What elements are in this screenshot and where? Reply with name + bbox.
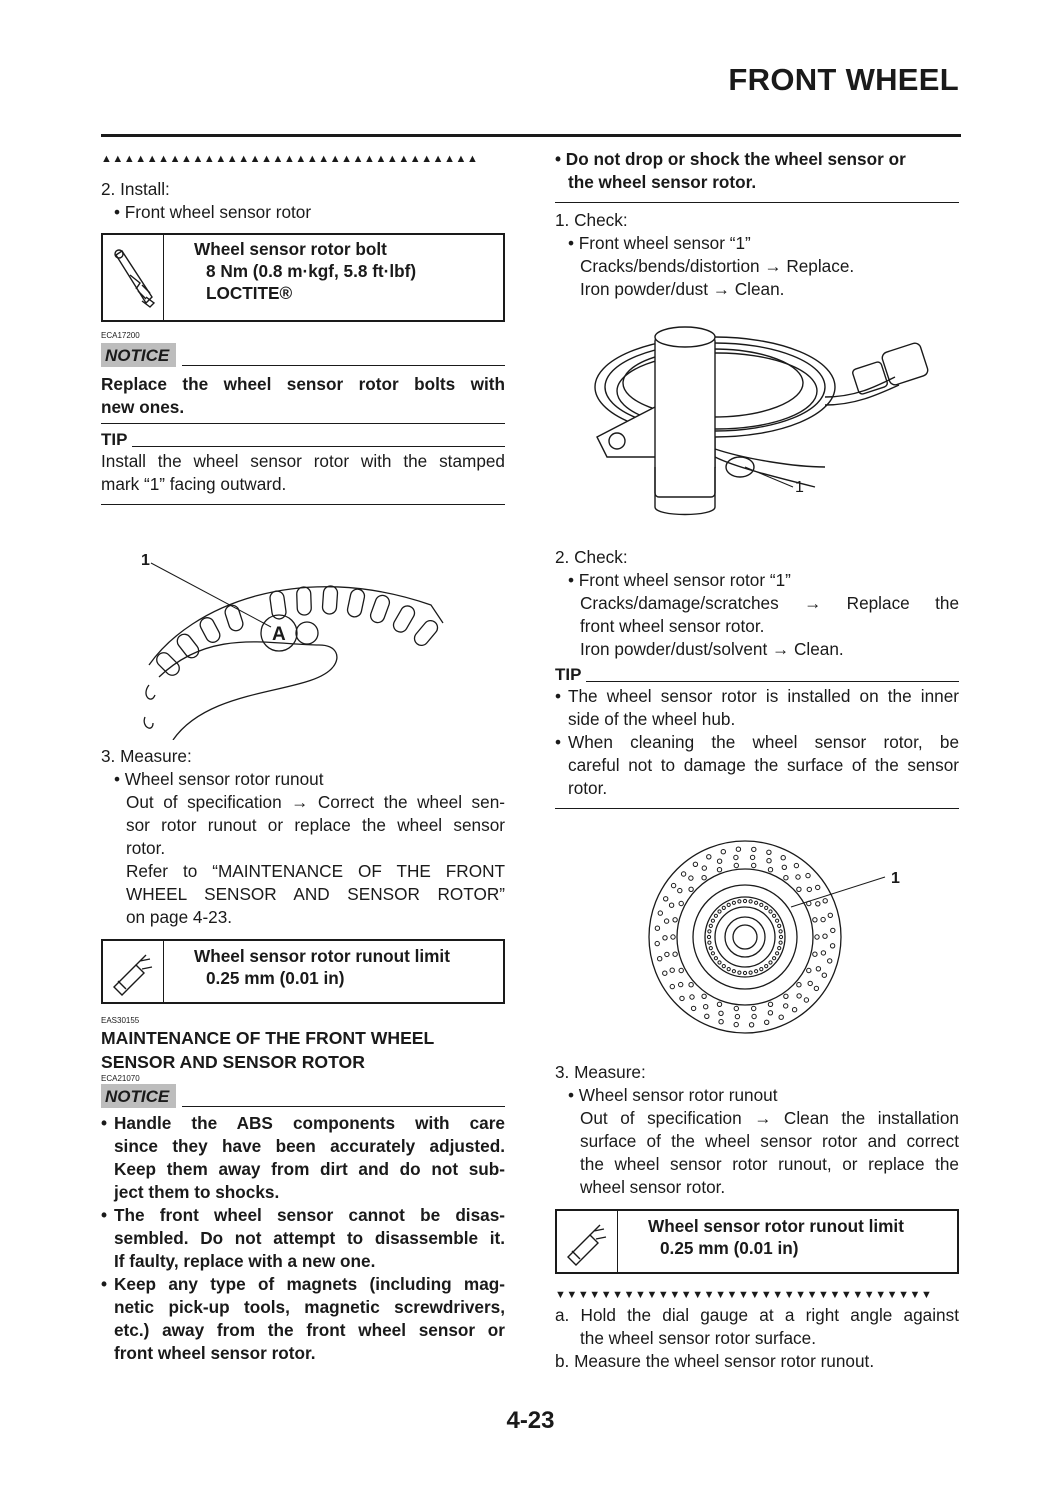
disc-hole (821, 951, 825, 955)
rotor-slot (749, 971, 752, 974)
step-3-item: • Wheel sensor rotor runout (114, 769, 324, 789)
rotor-slot (773, 957, 776, 960)
disc-hole (752, 1014, 756, 1018)
disc-hole (823, 934, 827, 938)
step-3-line: wheel sensor rotor. (580, 1177, 726, 1197)
page-number: 4-23 (506, 1407, 555, 1434)
bullet-line: Handle the ABS components with care (114, 1113, 505, 1133)
disc-hole (814, 986, 818, 990)
notice-header-2 (101, 1084, 505, 1108)
code-eca21070: ECA21070 (101, 1074, 140, 1083)
tip-bullet: • The wheel sensor rotor is installed on the inner side of the wheel hub. (555, 686, 959, 729)
disc-hole (671, 883, 675, 887)
disc-hole (807, 887, 811, 891)
disc-hole (690, 995, 694, 999)
tip-bullet-line: side of the wheel hub. (568, 709, 736, 729)
right-step-2-title: 2. Check: (555, 547, 628, 567)
disc-hole (768, 1011, 772, 1015)
runout-spec-name: Wheel sensor rotor runout limit (194, 946, 450, 966)
notice-2-bullet: • Keep any type of magnets (including mag- netic pick-up tools, magnetic screwdrivers, etc.) away from the front wheel sensor or front wheel sensor rotor. (101, 1274, 505, 1363)
disc-hole (804, 998, 808, 1002)
disc-hole (671, 935, 675, 939)
disc-hole (816, 902, 820, 906)
right-tip-list (555, 685, 959, 800)
brake-disc-illustration (555, 837, 959, 1037)
disc-hole (816, 967, 820, 971)
step-3-line: rotor. (126, 838, 166, 858)
rotor-stamp-figure (101, 545, 505, 740)
bullet-line: front wheel sensor rotor. (114, 1343, 316, 1363)
disc-hole (734, 1006, 738, 1010)
disc-hole (784, 994, 788, 998)
disc-hole (705, 1014, 709, 1018)
rotor-slot (722, 965, 725, 968)
sub-step-a: a. Hold the dial gauge at a right angle against (555, 1305, 959, 1325)
right-step-1-body (555, 255, 959, 301)
rotor-slot (718, 910, 721, 913)
code-eas30155: EAS30155 (101, 1016, 140, 1025)
step-3-body (101, 791, 505, 929)
disc-hole (807, 901, 811, 905)
tip-bullet: • When cleaning the wheel sensor rotor, be careful not to damage the surface of the sensor rotor. (555, 732, 959, 798)
rotor-slot (714, 957, 717, 960)
step-2-item: • Front wheel sensor rotor (114, 202, 312, 222)
rotor-slot (711, 952, 714, 955)
disc-hole (816, 885, 820, 889)
step-3-line: on page 4-23. (126, 907, 233, 927)
tip-bullet-line: careful not to damage the surface of the sensor (568, 755, 959, 775)
rotor-slot (743, 899, 746, 902)
disc-hole (664, 897, 668, 901)
bullet-line: sembled. Do not attempt to disassemble it. (114, 1228, 505, 1248)
disc-hole (735, 1014, 739, 1018)
bullet-line: Keep them away from dirt and do not sub- (114, 1159, 505, 1179)
disc-hole (813, 918, 817, 922)
disc-hole (768, 868, 772, 872)
tip-bullet-line: The wheel sensor rotor is installed on the inner (568, 686, 959, 706)
sub-step-a-cont: the wheel sensor rotor surface. (580, 1328, 816, 1348)
rotor-slot (779, 935, 782, 938)
disc-hole (655, 941, 659, 945)
rotor-slot (738, 971, 741, 974)
rotor-slot (732, 970, 735, 973)
disc-hole (734, 1022, 738, 1026)
disc-hole (784, 876, 788, 880)
tip-bullet-line: rotor. (568, 778, 608, 798)
bullet-line: etc.) away from the front wheel sensor or (114, 1320, 505, 1340)
step-3-line: Out of specification → Correct the wheel sen- (126, 792, 505, 812)
rotor-slot (718, 961, 721, 964)
caliper-icon (103, 941, 164, 1002)
left-column (101, 148, 505, 1365)
runout-spec-name: Wheel sensor rotor runout limit (648, 1216, 904, 1236)
tip-text (101, 450, 505, 496)
rotor-slot (727, 903, 730, 906)
divider (101, 504, 505, 505)
notice-2-bullet: • The front wheel sensor cannot be disas- sembled. Do not attempt to disassemble it. If faulty, replace with a new one. (101, 1205, 505, 1271)
tip-rule (586, 681, 959, 682)
disc-hole (815, 935, 819, 939)
right-column (555, 148, 959, 1373)
notice-1-line: Replace the wheel sensor rotor bolts with (101, 374, 505, 394)
rotor-slot (707, 935, 710, 938)
disc-hole (707, 855, 711, 859)
rotor-slot (760, 903, 763, 906)
sensor-figure-label-1: 1 (795, 479, 804, 496)
disc-figure-label-1: 1 (891, 870, 900, 887)
step-2-line: Iron powder/dust/solvent → Clean. (580, 639, 844, 659)
runout-spec-box (101, 939, 505, 1004)
disc-hole (665, 952, 669, 956)
right-step-1-item: • Front wheel sensor “1” (568, 233, 751, 253)
code-eca17200: ECA17200 (101, 331, 140, 340)
disc-hole (806, 873, 810, 877)
disc-hole (749, 1023, 753, 1027)
rotor-slot (738, 900, 741, 903)
disc-hole (681, 872, 685, 876)
rotor-slot (732, 901, 735, 904)
runout-spec-text (164, 941, 450, 1002)
step-3-line: sor rotor runout or replace the wheel sensor (126, 815, 505, 835)
disc-hole (689, 887, 693, 891)
right-runout-spec-box (555, 1209, 959, 1274)
step-2-line: front wheel sensor rotor. (580, 616, 765, 636)
disc-hole (828, 959, 832, 963)
runout-spec-value: 0.25 mm (0.01 in) (660, 1238, 799, 1258)
notice-rule (182, 365, 505, 366)
notice-2-bullet: • Handle the ABS components with care since they have been accurately adjusted. Keep them away from dirt and do not sub- ject them to shocks. (101, 1113, 505, 1202)
notice-1-text (101, 373, 505, 419)
disc-hole (691, 1006, 695, 1010)
notice-header-1 (101, 341, 505, 367)
bullet-line: The front wheel sensor cannot be disas- (114, 1205, 505, 1225)
step-3-line: WHEEL SENSOR AND SENSOR ROTOR” (126, 884, 505, 904)
right-step-3-item: • Wheel sensor rotor runout (568, 1085, 778, 1105)
disc-hole (752, 1006, 756, 1010)
rotor-slot (727, 968, 730, 971)
disc-hole (702, 994, 706, 998)
step-3-line: surface of the wheel sensor rotor and correct (580, 1131, 959, 1151)
torque-spec-text (164, 235, 416, 320)
disc-hole (689, 876, 693, 880)
disc-hole (767, 859, 771, 863)
tip-line: mark “1” facing outward. (101, 474, 287, 494)
notice-label: NOTICE (101, 1084, 176, 1108)
disc-hole (664, 919, 668, 923)
rotor-slot (708, 941, 711, 944)
right-step-3-title: 3. Measure: (555, 1062, 646, 1082)
section-heading-line: MAINTENANCE OF THE FRONT WHEEL (101, 1028, 435, 1048)
disc-hole (807, 968, 811, 972)
disc-hole (797, 887, 801, 891)
runout-spec-value: 0.25 mm (0.01 in) (206, 968, 345, 988)
tip-bullet-line: When cleaning the wheel sensor rotor, be (568, 732, 959, 752)
rotor-slot (778, 947, 781, 950)
right-tip-header (555, 663, 959, 685)
rotor-slot (776, 952, 779, 955)
right-step-2-body (555, 592, 959, 661)
rotor-slot (776, 919, 779, 922)
rotor-slot (773, 914, 776, 917)
disc-hole (821, 917, 825, 921)
sub-steps (555, 1304, 959, 1373)
right-step-1-title: 1. Check: (555, 210, 628, 230)
divider (555, 808, 959, 809)
bullet-line: ject them to shocks. (114, 1182, 280, 1202)
section-heading-line: SENSOR AND SENSOR ROTOR (101, 1052, 365, 1072)
rotor-slot (743, 971, 746, 974)
tip-line: Install the wheel sensor rotor with the stamped (101, 451, 505, 471)
disc-hole (673, 918, 677, 922)
right-step-2-item: • Front wheel sensor rotor “1” (568, 570, 791, 590)
disc-hole (752, 863, 756, 867)
rotor-slot (779, 930, 782, 933)
rotor-slot (709, 947, 712, 950)
rotor-figure-label-a: A (272, 624, 286, 645)
torque-spec-loctite: LOCTITE® (206, 283, 293, 303)
section-heading (101, 1026, 505, 1074)
rotor-slot (760, 968, 763, 971)
disc-hole (796, 875, 800, 879)
torque-spec-name: Wheel sensor rotor bolt (194, 239, 387, 259)
disc-hole (750, 855, 754, 859)
disc-hole (680, 996, 684, 1000)
rotor-slot (769, 910, 772, 913)
step-2-line: Cracks/damage/scratches → Replace the (580, 593, 959, 613)
disc-hole (813, 952, 817, 956)
disc-hole (784, 1004, 788, 1008)
header-rule (101, 134, 961, 137)
rotor-slot (722, 906, 725, 909)
disc-hole (768, 1002, 772, 1006)
bullet-line: If faulty, replace with a new one. (114, 1251, 376, 1271)
divider (101, 423, 505, 424)
notice-continuation (555, 148, 959, 194)
disc-hole (797, 983, 801, 987)
disc-hole (830, 944, 834, 948)
disc-hole (734, 863, 738, 867)
disc-hole (782, 865, 786, 869)
bullet-line: since they have been accurately adjusted. (114, 1136, 505, 1156)
rotor-slot (765, 906, 768, 909)
bullet-line: Keep any type of magnets (including mag- (114, 1274, 505, 1294)
disc-hole (670, 968, 674, 972)
notice-cont-line: • Do not drop or shock the wheel sensor or (555, 149, 906, 169)
brake-disc-figure (555, 837, 959, 1037)
notice-1-line: new ones. (101, 397, 185, 417)
disc-hole (792, 1008, 796, 1012)
disc-hole (719, 1011, 723, 1015)
disc-hole (831, 928, 835, 932)
step-3-title: 3. Measure: (101, 746, 192, 766)
rotor-figure-label-1: 1 (141, 552, 150, 569)
step-2-title: 2. Install: (101, 179, 170, 199)
disc-hole (779, 1015, 783, 1019)
disc-hole (702, 876, 706, 880)
disc-hole (752, 847, 756, 851)
disc-hole (658, 957, 662, 961)
step-3-line: Out of specification → Clean the installation (580, 1108, 959, 1128)
disc-hole (797, 994, 801, 998)
torque-wrench-icon (103, 235, 164, 320)
disc-hole (822, 973, 826, 977)
disc-hole (717, 868, 721, 872)
disc-hole (704, 1005, 708, 1009)
disc-hole (808, 981, 812, 985)
notice-label: NOTICE (101, 343, 176, 367)
disc-hole (678, 888, 682, 892)
disc-hole (702, 866, 706, 870)
rotor-slot (749, 900, 752, 903)
rotor-slot (765, 965, 768, 968)
disc-hole (736, 847, 740, 851)
disc-hole (719, 1020, 723, 1024)
disc-hole (679, 968, 683, 972)
disc-hole (679, 982, 683, 986)
disc-hole (823, 899, 827, 903)
step-3-line: the wheel sensor rotor runout, or replace the (580, 1154, 959, 1174)
disc-hole (693, 862, 697, 866)
disc-hole (689, 983, 693, 987)
divider (555, 202, 959, 203)
tip-rule (132, 446, 505, 447)
rotor-slot (709, 924, 712, 927)
disc-hole (794, 863, 798, 867)
wheel-sensor-illustration (555, 317, 959, 537)
step-1-line: Cracks/bends/distortion → Replace. (580, 256, 855, 276)
torque-spec-box (101, 233, 505, 322)
bullet-line: netic pick-up tools, magnetic screwdrivers, (114, 1297, 505, 1317)
notice-2-list (101, 1112, 505, 1365)
disc-hole (655, 926, 659, 930)
disc-hole (669, 903, 673, 907)
caliper-icon (557, 1211, 618, 1272)
start-marker: ▲▲▲▲▲▲▲▲▲▲▲▲▲▲▲▲▲▲▲▲▲▲▲▲▲▲▲▲▲▲▲▲▲ (101, 153, 479, 165)
sub-step-b: b. Measure the wheel sensor rotor runout. (555, 1351, 875, 1371)
disc-hole (673, 952, 677, 956)
right-step-3-body (555, 1107, 959, 1199)
torque-spec-value: 8 Nm (0.8 m·kgf, 5.8 ft·lbf) (206, 261, 417, 281)
step-3-line: Refer to “MAINTENANCE OF THE FRONT (126, 861, 505, 881)
rotor-detail-illustration (101, 545, 505, 740)
tip-label: TIP (101, 430, 128, 449)
tip-header (101, 428, 505, 450)
disc-hole (670, 984, 674, 988)
disc-hole (663, 936, 667, 940)
rotor-slot (769, 961, 772, 964)
rotor-slot (711, 919, 714, 922)
notice-rule (182, 1106, 505, 1107)
rotor-slot (778, 924, 781, 927)
rotor-slot (755, 901, 758, 904)
tip-label: TIP (555, 665, 582, 684)
disc-hole (828, 913, 832, 917)
disc-hole (663, 971, 667, 975)
rotor-slot (755, 970, 758, 973)
runout-spec-text (618, 1211, 904, 1272)
disc-hole (658, 911, 662, 915)
end-marker: ▼▼▼▼▼▼▼▼▼▼▼▼▼▼▼▼▼▼▼▼▼▼▼▼▼▼▼▼▼▼▼▼▼ (555, 1289, 933, 1301)
page-title: FRONT WHEEL (728, 62, 959, 97)
rotor-slot (779, 941, 782, 944)
disc-hole (717, 1002, 721, 1006)
wheel-sensor-figure (555, 317, 959, 537)
notice-cont-line: the wheel sensor rotor. (568, 172, 757, 192)
disc-hole (721, 850, 725, 854)
disc-hole (767, 850, 771, 854)
rotor-slot (714, 914, 717, 917)
disc-hole (717, 859, 721, 863)
disc-hole (734, 855, 738, 859)
step-1-line: Iron powder/dust → Clean. (580, 279, 785, 299)
rotor-slot (708, 930, 711, 933)
disc-hole (765, 1020, 769, 1024)
disc-hole (781, 856, 785, 860)
disc-hole (679, 901, 683, 905)
